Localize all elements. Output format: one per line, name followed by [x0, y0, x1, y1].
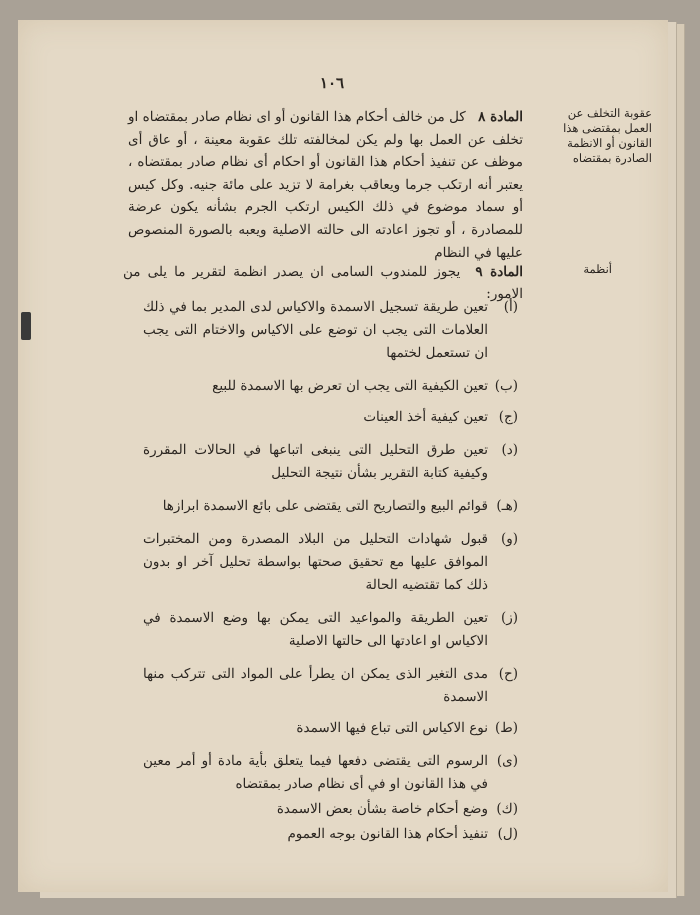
item-text: تعين طريقة تسجيل الاسمدة والاكياس لدى المدير بما في ذلك العلامات التى يجب ان توضع على الاكياس والاختام التى يجب ان تستعمل لختمها — [143, 299, 488, 361]
list-item — [143, 406, 518, 429]
margin-note-penalty: عقوبة التخلف عن العمل بمقتضى هذا القانون أو الانظمة الصادرة بمقتضاه — [563, 106, 652, 165]
item-letter: (ح) — [498, 666, 518, 682]
page-number: ١٠٦ — [319, 74, 345, 92]
item-text: قوائم البيع والتصاريح التى يقتضى على بائع الاسمدة ابرازها — [162, 498, 488, 514]
item-letter: (ك) — [496, 801, 518, 817]
item-text: مدى التغير الذى يمكن ان يطرأ على المواد التى تتركب منها الاسمدة — [143, 666, 488, 705]
item-letter: (هـ) — [496, 498, 518, 514]
margin-note-regulations: أنظمة — [583, 262, 612, 276]
list-item — [143, 750, 518, 796]
item-letter: (و) — [500, 531, 518, 547]
list-item — [143, 528, 518, 597]
item-text: الرسوم التى يقتضى دفعها فيما يتعلق بأية مادة أو أمر معين في هذا القانون او في أى نظام صادر بمقتضاه — [143, 753, 488, 792]
article-number: المادة ٨ — [478, 109, 524, 125]
item-letter: (أ) — [503, 299, 518, 315]
list-item — [143, 798, 518, 821]
item-letter: (ل) — [497, 826, 518, 842]
article-8 — [128, 106, 523, 264]
list-item — [143, 296, 518, 365]
item-text: تعين طرق التحليل التى ينبغى اتباعها في الحالات المقررة وكيفية كتابة التقرير بشأن نتيجة التحليل — [143, 442, 488, 481]
item-text: قبول شهادات التحليل من البلاد المصدرة ومن المختبرات الموافق عليها مع تحقيق صحتها بواسطة تحليل آخر او بدون ذلك كما تقتضيه الحالة — [143, 531, 488, 593]
article-text: يجوز للمندوب السامى ان يصدر انظمة لتقرير ما يلى من الامور: — [123, 264, 523, 302]
item-letter: (ج) — [498, 409, 518, 425]
item-text: نوع الاكياس التى تباع فيها الاسمدة — [296, 720, 488, 736]
item-text: تعين كيفية أخذ العينات — [363, 409, 488, 425]
document-page — [18, 20, 668, 892]
binder-clip — [21, 312, 31, 340]
list-item — [143, 495, 518, 518]
article-9-items — [143, 290, 518, 846]
item-text: وضع أحكام خاصة بشأن بعض الاسمدة — [276, 801, 488, 817]
item-letter: (د) — [501, 442, 518, 458]
list-item — [143, 607, 518, 653]
item-letter: (ز) — [500, 610, 518, 626]
item-text: تعين الكيفية التى يجب ان تعرض بها الاسمدة للبيع — [212, 378, 488, 394]
list-item — [143, 717, 518, 740]
list-item — [143, 663, 518, 709]
list-item — [143, 823, 518, 846]
item-text: تعين الطريقة والمواعيد التى يمكن بها وضع الاسمدة في الاكياس او اعادتها الى حالتها الاصلية — [143, 610, 488, 649]
article-number: المادة ٩ — [475, 264, 523, 280]
list-item — [143, 439, 518, 485]
article-text: كل من خالف أحكام هذا القانون أو اى نظام صادر بمقتضاه او تخلف عن العمل بها ولم يكن لمخالفته تلك عقوبة معينة ، أو عاق أى موظف عن تنفيذ أحكام هذا القانون أو احكام أى نظام صادر بمقتضاه ، يعتبر أنه ارتكب جرما ويعاقب بغرامة لا تزيد على مائة جنيه. وكل كيس أو سماد موضوع في ذلك الكيس ارتكب الجرم بشأنه يكون عرضة للمصادرة ، أو تجوز اعادته الى حالته الاصلية ويعبه بالصورة المنصوص عليها في النظام — [128, 109, 523, 261]
item-letter: (ط) — [494, 720, 518, 736]
list-item — [143, 375, 518, 398]
item-text: تنفيذ أحكام هذا القانون بوجه العموم — [287, 826, 488, 842]
item-letter: (ى) — [496, 753, 518, 769]
item-letter: (ب) — [494, 378, 518, 394]
